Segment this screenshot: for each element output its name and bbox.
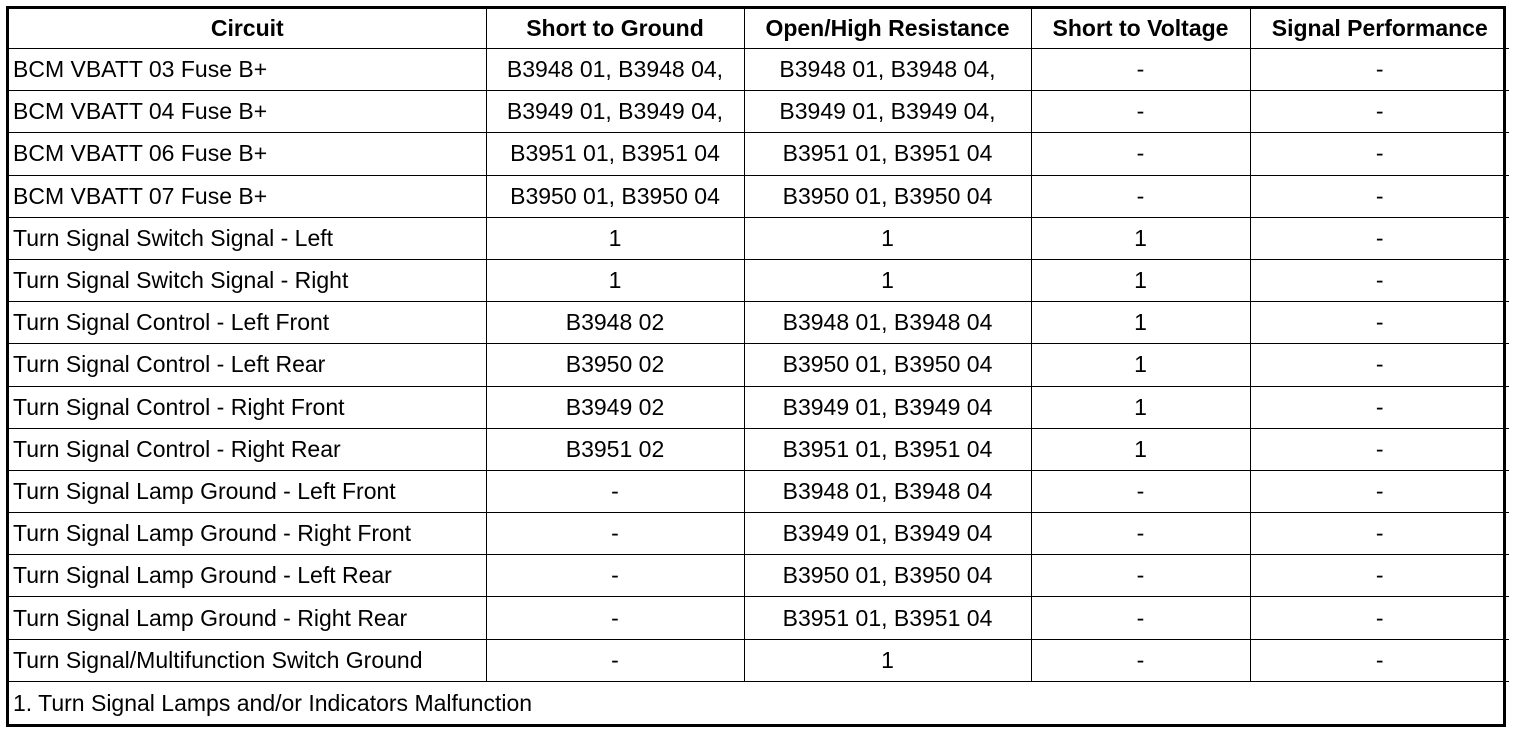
cell-circuit: Turn Signal Lamp Ground - Left Rear bbox=[9, 555, 486, 597]
header-open-high-resistance: Open/High Resistance bbox=[744, 9, 1031, 49]
cell-signal-performance: - bbox=[1250, 49, 1509, 91]
cell-circuit: Turn Signal Lamp Ground - Right Rear bbox=[9, 597, 486, 639]
table-row bbox=[9, 428, 1509, 470]
cell-open-high-resistance: 1 bbox=[744, 259, 1031, 301]
cell-short-to-ground: B3949 02 bbox=[486, 386, 744, 428]
cell-circuit: Turn Signal Switch Signal - Left bbox=[9, 217, 486, 259]
circuit-dtc-table bbox=[9, 9, 1509, 724]
cell-signal-performance: - bbox=[1250, 259, 1509, 301]
cell-short-to-voltage: 1 bbox=[1031, 217, 1250, 259]
cell-short-to-ground: B3950 02 bbox=[486, 344, 744, 386]
cell-short-to-voltage: - bbox=[1031, 597, 1250, 639]
cell-short-to-ground: - bbox=[486, 597, 744, 639]
cell-short-to-ground: B3948 02 bbox=[486, 302, 744, 344]
cell-circuit: Turn Signal Switch Signal - Right bbox=[9, 259, 486, 301]
cell-short-to-ground: B3951 01, B3951 04 bbox=[486, 133, 744, 175]
cell-short-to-voltage: - bbox=[1031, 555, 1250, 597]
cell-short-to-voltage: - bbox=[1031, 470, 1250, 512]
table-header-row bbox=[9, 9, 1509, 49]
cell-short-to-ground: B3951 02 bbox=[486, 428, 744, 470]
table-row bbox=[9, 175, 1509, 217]
cell-signal-performance: - bbox=[1250, 133, 1509, 175]
cell-signal-performance: - bbox=[1250, 513, 1509, 555]
cell-circuit: Turn Signal Control - Right Rear bbox=[9, 428, 486, 470]
cell-signal-performance: - bbox=[1250, 302, 1509, 344]
cell-circuit: Turn Signal Control - Right Front bbox=[9, 386, 486, 428]
cell-signal-performance: - bbox=[1250, 555, 1509, 597]
cell-short-to-ground: B3949 01, B3949 04, bbox=[486, 91, 744, 133]
cell-open-high-resistance: 1 bbox=[744, 639, 1031, 681]
cell-signal-performance: - bbox=[1250, 344, 1509, 386]
cell-circuit: Turn Signal Lamp Ground - Left Front bbox=[9, 470, 486, 512]
cell-open-high-resistance: B3949 01, B3949 04 bbox=[744, 513, 1031, 555]
table-row bbox=[9, 386, 1509, 428]
table-row bbox=[9, 217, 1509, 259]
table-row bbox=[9, 133, 1509, 175]
cell-signal-performance: - bbox=[1250, 639, 1509, 681]
cell-signal-performance: - bbox=[1250, 470, 1509, 512]
cell-circuit: BCM VBATT 06 Fuse B+ bbox=[9, 133, 486, 175]
cell-short-to-voltage: - bbox=[1031, 91, 1250, 133]
cell-open-high-resistance: B3951 01, B3951 04 bbox=[744, 133, 1031, 175]
cell-open-high-resistance: B3949 01, B3949 04, bbox=[744, 91, 1031, 133]
cell-short-to-voltage: 1 bbox=[1031, 386, 1250, 428]
cell-open-high-resistance: B3948 01, B3948 04 bbox=[744, 302, 1031, 344]
cell-circuit: Turn Signal Control - Left Rear bbox=[9, 344, 486, 386]
cell-signal-performance: - bbox=[1250, 91, 1509, 133]
cell-short-to-ground: - bbox=[486, 639, 744, 681]
cell-open-high-resistance: B3948 01, B3948 04 bbox=[744, 470, 1031, 512]
cell-short-to-ground: B3950 01, B3950 04 bbox=[486, 175, 744, 217]
cell-short-to-voltage: - bbox=[1031, 175, 1250, 217]
cell-short-to-voltage: 1 bbox=[1031, 344, 1250, 386]
cell-short-to-voltage: - bbox=[1031, 49, 1250, 91]
table-row bbox=[9, 597, 1509, 639]
table-row bbox=[9, 470, 1509, 512]
footnote-row bbox=[9, 682, 1509, 725]
cell-signal-performance: - bbox=[1250, 175, 1509, 217]
cell-short-to-voltage: 1 bbox=[1031, 428, 1250, 470]
header-short-to-voltage: Short to Voltage bbox=[1031, 9, 1250, 49]
cell-circuit: BCM VBATT 04 Fuse B+ bbox=[9, 91, 486, 133]
table-body bbox=[9, 49, 1509, 682]
cell-circuit: BCM VBATT 03 Fuse B+ bbox=[9, 49, 486, 91]
header-signal-performance: Signal Performance bbox=[1250, 9, 1509, 49]
cell-open-high-resistance: 1 bbox=[744, 217, 1031, 259]
cell-circuit: BCM VBATT 07 Fuse B+ bbox=[9, 175, 486, 217]
cell-short-to-voltage: - bbox=[1031, 513, 1250, 555]
table-row bbox=[9, 49, 1509, 91]
table-row bbox=[9, 259, 1509, 301]
header-circuit: Circuit bbox=[9, 9, 486, 49]
cell-open-high-resistance: B3948 01, B3948 04, bbox=[744, 49, 1031, 91]
cell-short-to-ground: - bbox=[486, 470, 744, 512]
cell-open-high-resistance: B3950 01, B3950 04 bbox=[744, 344, 1031, 386]
cell-short-to-voltage: - bbox=[1031, 133, 1250, 175]
table-row bbox=[9, 555, 1509, 597]
cell-signal-performance: - bbox=[1250, 428, 1509, 470]
cell-short-to-voltage: 1 bbox=[1031, 259, 1250, 301]
table-row bbox=[9, 91, 1509, 133]
cell-signal-performance: - bbox=[1250, 217, 1509, 259]
cell-signal-performance: - bbox=[1250, 597, 1509, 639]
cell-open-high-resistance: B3951 01, B3951 04 bbox=[744, 597, 1031, 639]
cell-short-to-ground: - bbox=[486, 513, 744, 555]
cell-short-to-ground: B3948 01, B3948 04, bbox=[486, 49, 744, 91]
diagnostic-table-frame bbox=[6, 6, 1506, 727]
cell-circuit: Turn Signal/Multifunction Switch Ground bbox=[9, 639, 486, 681]
cell-short-to-voltage: 1 bbox=[1031, 302, 1250, 344]
cell-short-to-ground: - bbox=[486, 555, 744, 597]
cell-open-high-resistance: B3951 01, B3951 04 bbox=[744, 428, 1031, 470]
cell-short-to-ground: 1 bbox=[486, 217, 744, 259]
cell-short-to-voltage: - bbox=[1031, 639, 1250, 681]
table-row bbox=[9, 302, 1509, 344]
cell-signal-performance: - bbox=[1250, 386, 1509, 428]
table-row bbox=[9, 639, 1509, 681]
footnote: 1. Turn Signal Lamps and/or Indicators Malfunction bbox=[9, 682, 1509, 725]
cell-open-high-resistance: B3949 01, B3949 04 bbox=[744, 386, 1031, 428]
cell-open-high-resistance: B3950 01, B3950 04 bbox=[744, 555, 1031, 597]
header-short-to-ground: Short to Ground bbox=[486, 9, 744, 49]
table-row bbox=[9, 344, 1509, 386]
cell-circuit: Turn Signal Control - Left Front bbox=[9, 302, 486, 344]
cell-circuit: Turn Signal Lamp Ground - Right Front bbox=[9, 513, 486, 555]
cell-short-to-ground: 1 bbox=[486, 259, 744, 301]
cell-open-high-resistance: B3950 01, B3950 04 bbox=[744, 175, 1031, 217]
table-row bbox=[9, 513, 1509, 555]
